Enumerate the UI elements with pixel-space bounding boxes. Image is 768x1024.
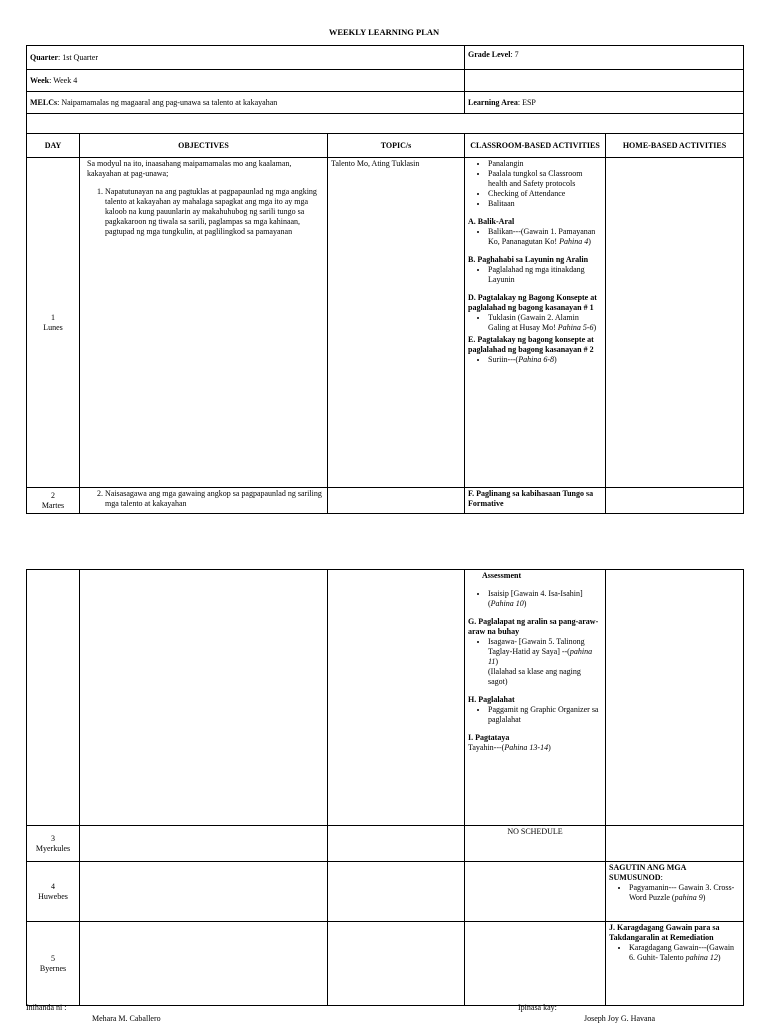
page-title: WEEKLY LEARNING PLAN	[328, 27, 440, 37]
week-row	[27, 70, 744, 92]
day-5-number: 5	[51, 953, 55, 963]
objective-intro: Sa modyul na ito, inaasahang maipamamalas mo ang kaalaman, kakayahan at pag-unawa;	[87, 159, 292, 178]
section-i-title: I. Pagtataya	[468, 733, 510, 742]
prelim-list	[468, 159, 602, 209]
objective-2: 2. Naisasagawa ang mga gawaing angkop sa pagpapaunlad ng sariling mga talento at kakayahan	[105, 489, 324, 509]
grade-label: Grade Level	[468, 50, 511, 59]
day-3-row	[27, 826, 744, 862]
day-2-number: 2	[51, 490, 55, 500]
header-home: HOME-BASED ACTIVITIES	[606, 134, 744, 158]
section-f-page: (Pahina 10)	[488, 599, 527, 608]
section-g-title: G. Paglalapat ng aralin sa pang-araw-araw na buhay	[468, 617, 599, 636]
section-h-title: H. Paglalahat	[468, 695, 515, 704]
quarter-value: : 1st Quarter	[58, 52, 98, 62]
submitted-to-label: Ipinasa kay:	[518, 1003, 557, 1012]
day-4-home-item: • Pagyamanin--- Gawain 3. Cross-Word Puzzle (pahina 9)	[629, 883, 740, 903]
section-f-item: • Isaisip [Gawain 4. Isa-Isahin]	[488, 589, 602, 599]
objective-1: 1. Napatutunayan na ang pagtuklas at pagpapaunlad ng mga angking talento at kakayahan ay mahalaga sapagkat ang mga ito ay mga kaloob na kung pauunlarin ay makahuhubog ng sarili tungo sa pagkakaroon ng tiwala sa sarili, paglampas sa mga kahinaan, pagtupad ng mga tungkulin, at paglilingkod sa pamayanan	[105, 187, 324, 237]
section-b-title: B. Paghahabi sa Layunin ng Aralin	[468, 255, 589, 264]
day-1-number: 1	[51, 312, 55, 322]
melcs-value: : Naipamamalas ng magaaral ang pag-unawa sa talento at kakayahan	[57, 97, 278, 107]
section-a-title: A. Balik-Aral	[468, 217, 515, 226]
day-1-topic: Talento Mo, Ating Tuklasin	[328, 158, 465, 488]
prelim-item: • Balitaan	[488, 199, 602, 209]
section-a-item: • Balikan---(Gawain 1. Pamayanan Ko, Pananagutan Ko! Pahina 4)	[488, 227, 602, 247]
section-f-continued: Assessment	[482, 571, 522, 580]
section-d-item: • Tuklasin (Gawain 2. Alamin Galing at Husay Mo! Pahina 5-6)	[488, 313, 602, 333]
header-classroom: CLASSROOM-BASED ACTIVITIES	[465, 134, 606, 158]
day-5-home-item: • Karagdagang Gawain---(Gawain 6. Guhit- Talento pahina 12)	[629, 943, 740, 963]
day-1-row	[27, 158, 744, 488]
week-label: Week	[30, 75, 50, 85]
section-b-item: • Paglalahad ng mga itinakdang Layunin	[488, 265, 602, 285]
plan-table-part-1	[26, 45, 744, 514]
quarter-row	[27, 46, 744, 70]
day-4-row	[27, 862, 744, 922]
section-g-note: (Ilalahad sa klase ang naging sagot)	[488, 667, 581, 686]
section-h-item: • Paggamit ng Graphic Organizer sa paglalahat	[488, 705, 602, 725]
day-4-name: Huwebes	[38, 891, 68, 901]
section-g-item: • Isagawa- [Gawain 5. Talinong Taglay-Hatid ay Saya] --(pahina 11) (Ilalahad sa klase ang naging sagot)	[488, 637, 602, 687]
day-5-row	[27, 922, 744, 1006]
header-objectives: OBJECTIVES	[80, 134, 328, 158]
learning-area-label: Learning Area	[468, 97, 518, 107]
prelim-item: • Paalala tungkol sa Classroom health and Safety protocols	[488, 169, 602, 189]
melcs-label: MELCs	[30, 97, 58, 107]
header-row	[27, 134, 744, 158]
header-topic: TOPIC/s	[328, 134, 465, 158]
quarter-label: Quarter	[30, 52, 58, 62]
day-3-classroom: NO SCHEDULE	[465, 826, 606, 862]
prepared-by-label: Inihanda ni :	[26, 1003, 67, 1012]
section-d-title: D. Pagtalakay ng Bagong Konsepte at paglalahad ng bagong kasanayan # 1	[468, 293, 597, 312]
day-4-number: 4	[51, 881, 55, 891]
plan-table-part-2	[26, 569, 744, 1006]
prepared-by-name: Mehara M. Caballero	[92, 1014, 161, 1023]
header-day: DAY	[27, 134, 80, 158]
spacer-row	[27, 114, 744, 134]
day-2-name: Martes	[41, 500, 65, 510]
prelim-item: • Panalangin	[488, 159, 602, 169]
section-j-title: J. Karagdagang Gawain para sa Takdangaralin at Remediation	[609, 923, 720, 942]
day-4-home-title: SAGUTIN ANG MGA SUMUSUNOD:	[609, 863, 686, 882]
section-e-item: • Suriin---(Pahina 6-8)	[488, 355, 602, 365]
grade-value: : 7	[510, 50, 519, 59]
day-5-name: Byernes	[39, 963, 67, 973]
section-e-title: E. Pagtalakay ng bagong konsepte at paglalahad ng bagong kasanayan # 2	[468, 335, 594, 354]
day-2-row	[27, 488, 744, 514]
section-i-item: Tayahin---(Pahina 13-14)	[468, 743, 551, 752]
prelim-item: • Checking of Attendance	[488, 189, 602, 199]
week-value: : Week 4	[49, 75, 78, 85]
section-f-title: F. Paglinang sa kabihasaan Tungo sa Formative	[468, 489, 594, 508]
day-1-name: Lunes	[43, 322, 63, 332]
learning-area-value: : ESP	[517, 97, 536, 107]
melcs-row	[27, 92, 744, 114]
day-2-continued-row	[27, 570, 744, 826]
day-3-name: Myerkules	[35, 843, 71, 853]
day-3-number: 3	[51, 833, 55, 843]
submitted-to-name: Joseph Joy G. Havana	[584, 1014, 656, 1023]
